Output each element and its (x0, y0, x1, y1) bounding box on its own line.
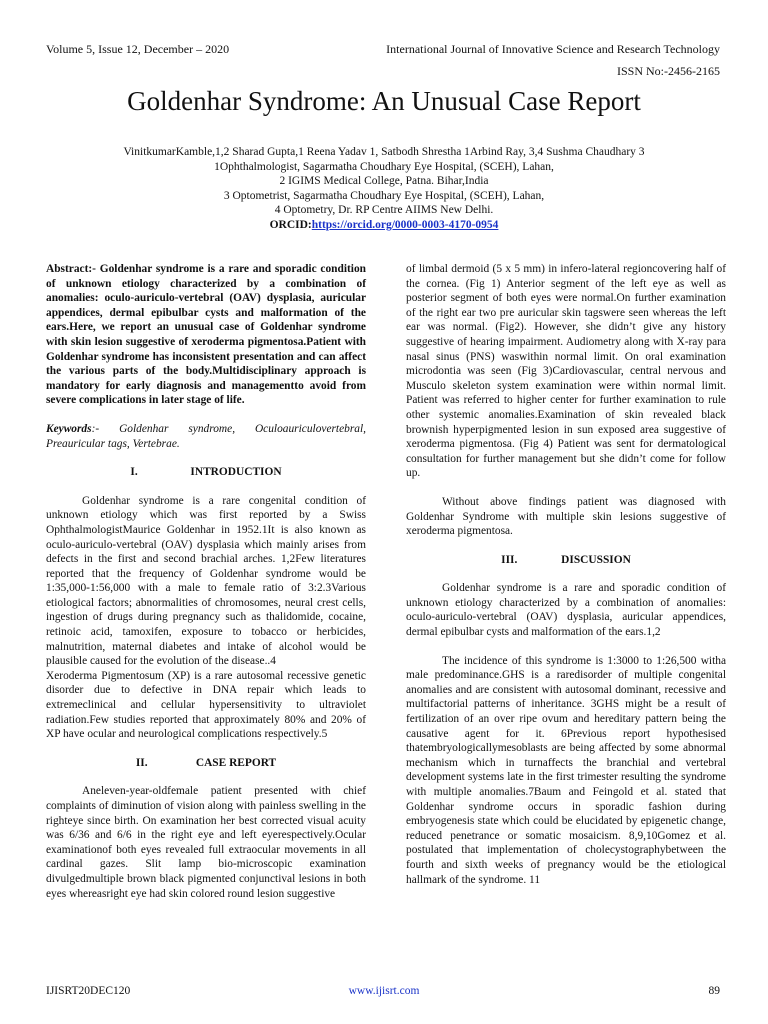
paper-title: Goldenhar Syndrome: An Unusual Case Report (127, 86, 641, 116)
page-number: 89 (708, 985, 720, 997)
section-heading-case-report (46, 756, 366, 771)
intro-paragraph-1: Goldenhar syndrome is a rare congenital condition of unknown etiology which was first reported by a Swiss OphthalmologistMaurice Goldenhar in 1952.1It is also known as oculo-auriculo-vertebral (OAV) dysplasia which mainly arises from defects in the first and second brachial arches. 1,2Few literatures reported that the frequency of Goldenhar syndrome would be 1:35,000-1:56,000 with a male to female ratio of 3:2.3Various etiological factors; abnormalities of chromosomes, neural crest cells, ingestion of drugs during pregnancy such as thalidomide, cocaine, retinoic acid, tamoxifen, exposure to tobacco or herbicides, malnutrition, maternal diabetes and intake of alcohol would be plausible caused for the evolution of the disease..4 (46, 494, 366, 668)
affiliation-4: 4 Optometry, Dr. RP Centre AIIMS New Delhi. (274, 204, 494, 216)
discussion-paragraph-2: The incidence of this syndrome is 1:3000 to 1:26,500 witha male predominance.GHS is a raredisorder of multiple congenital anomalies and are consistent with autosomal dominant, recessive and multifactorial patterns of inheritance. 3GHS might be a result of fertilization of an over ripe ovum and hereditary pattern being the causative agent for it. 6Previous report hypothesised thatembryologicallymesoblasts are being affected by some abnormal mechanism which in turnaffects the branchial and vertebral development systems late in the first trimester resulting the syndrome with multiple anomalies.7Baum and Feingold et al. stated that Goldenhar syndrome occurs in sporadic fashion during embryogenesis state which could be elucidated by epigenetic change, reduced penetrance or somatic mosaicism. 8,9,10Gomez et al. postulated that implementation of cholecystographybetween the fourth and sixth weeks of pregnancy would be the etiological hallmark of the syndrome. 11 (406, 654, 726, 886)
affiliation-3: 3 Optometrist, Sagarmatha Choudhary Eye Hospital, (SCEH), Lahan, (223, 189, 545, 202)
affiliation-2: 2 IGIMS Medical College, Patna. Bihar,India (279, 175, 489, 187)
author-list: VinitkumarKamble,1,2 Sharad Gupta,1 Reena Yadav 1, Satbodh Shrestha 1Arbind Ray, 3,4 Sushma Chaudhary 3 (123, 146, 645, 158)
section-heading-introduction (46, 465, 366, 480)
discussion-paragraph-1: Goldenhar syndrome is a rare and sporadic condition of unknown etiology characterized by a combination of anomalies: oculo-auriculo-vertebral (OAV) dysplasia, auricular appendices, dermal epibulbar cysts and malformation of the ears.1,2 (406, 582, 726, 639)
author-block (60, 145, 708, 232)
section-title: INTRODUCTION (190, 466, 282, 479)
right-column (406, 262, 726, 901)
volume-issue: Volume 5, Issue 12, December – 2020 (46, 42, 230, 56)
left-column (46, 262, 366, 915)
abstract: Abstract:- Goldenhar syndrome is a rare and sporadic condition of unknown etiology characterized by a combination of anomalies: oculo-auriculo-vertebral (OAV) dysplasia, auricular appendices, dermal epibulbar cysts and malformation of the ears.Here, we report an unusual case of Goldenhar syndrome with skin lesion suggestive of xeroderma pigmentosa.Patient with Goldenhar syndrome has inconsistent presentation and can affect the various parts of the body.Multidisciplinary approach is mandatory for early diagnosis and managementto avoid from severe complications in later stage of life. (46, 263, 366, 407)
section-heading-discussion (406, 553, 726, 568)
orcid-line (60, 218, 708, 233)
orcid-link[interactable]: https://orcid.org/0000-0003-4170-0954 (311, 218, 499, 231)
section-title: CASE REPORT (195, 756, 277, 769)
affiliation-1: 1Ophthalmologist, Sagarmatha Choudhary Eye Hospital, (SCEH), Lahan, (214, 160, 554, 173)
orcid-label: ORCID: (269, 218, 312, 231)
section-number: II. (135, 756, 148, 769)
case-paragraph-1-continued: of limbal dermoid (5 x 5 mm) in infero-lateral regioncovering half of the cornea. (Fig 1) Anterior segment of the left eye as well as posterior segment of both eyes were normal.On further examination of the right ear two pre auricular skin tagswere seen whereas the left ear was normal. (Fig2). However, she didn’t give any history suggestive of hearing impairment. Audiometry along with X-ray para nasal sinus (PNS) waswithin normal limit. On oral examination microdontia was seen (Fig 3)Cardiovascular, central nervous and Musculo skeleton system examination were within normal limit. Patient was referred to higher center for further examination to rule other systemic anomalies.Examination of skin revealed black brownish hyperpigmented lesion in sun exposed area suggestive of xeroderma pigmentosa. (Fig 4) Patient was sent for dermatological consultation for further management but she didn’t come for follow up. (406, 263, 726, 480)
intro-paragraph-2: Xeroderma Pigmentosum (XP) is a rare autosomal recessive genetic disorder due to defective in DNA repair which leads to extremeclinical and cellular hypersensitivity to ultraviolet radiation.Few studies reported that approximately 80% and 20% of XP have ocular and neurological complications respectively.5 (46, 669, 366, 741)
case-paragraph-2: Without above findings patient was diagnosed with Goldenhar Syndrome with multiple skin lesions suggestive of xeroderma pigmentosa. (406, 495, 726, 538)
keywords-label: Keywords (46, 422, 92, 435)
journal-name: International Journal of Innovative Science and Research Technology (386, 42, 720, 56)
keywords-text: :- Goldenhar syndrome, Oculoauriculovertebral, Preauricular tags, Vertebrae. (46, 422, 366, 450)
section-number: I. (130, 466, 138, 479)
section-number: III. (501, 553, 518, 566)
issn: ISSN No:-2456-2165 (616, 64, 720, 78)
section-title: DISCUSSION (561, 553, 631, 566)
keywords (46, 422, 366, 451)
case-paragraph-1: Aneleven-year-oldfemale patient presented with chief complaints of diminution of vision along with painless swelling in the righteye since birth. On examination her best corrected visual acuity was 6/36 and 6/6 in the right eye and left eyerespectively.Ocular examinationof both eyes revealed full extraocular movements in all cardinal gazes. Slit lamp bio-microscopic examination divulgedmultiple brown black pigmented conjunctival lesions in both eyes whereasright eye had skin colored round lesion suggestive (46, 785, 366, 900)
article-id: IJISRT20DEC120 (46, 985, 131, 997)
journal-website-link[interactable]: www.ijisrt.com (348, 985, 420, 997)
